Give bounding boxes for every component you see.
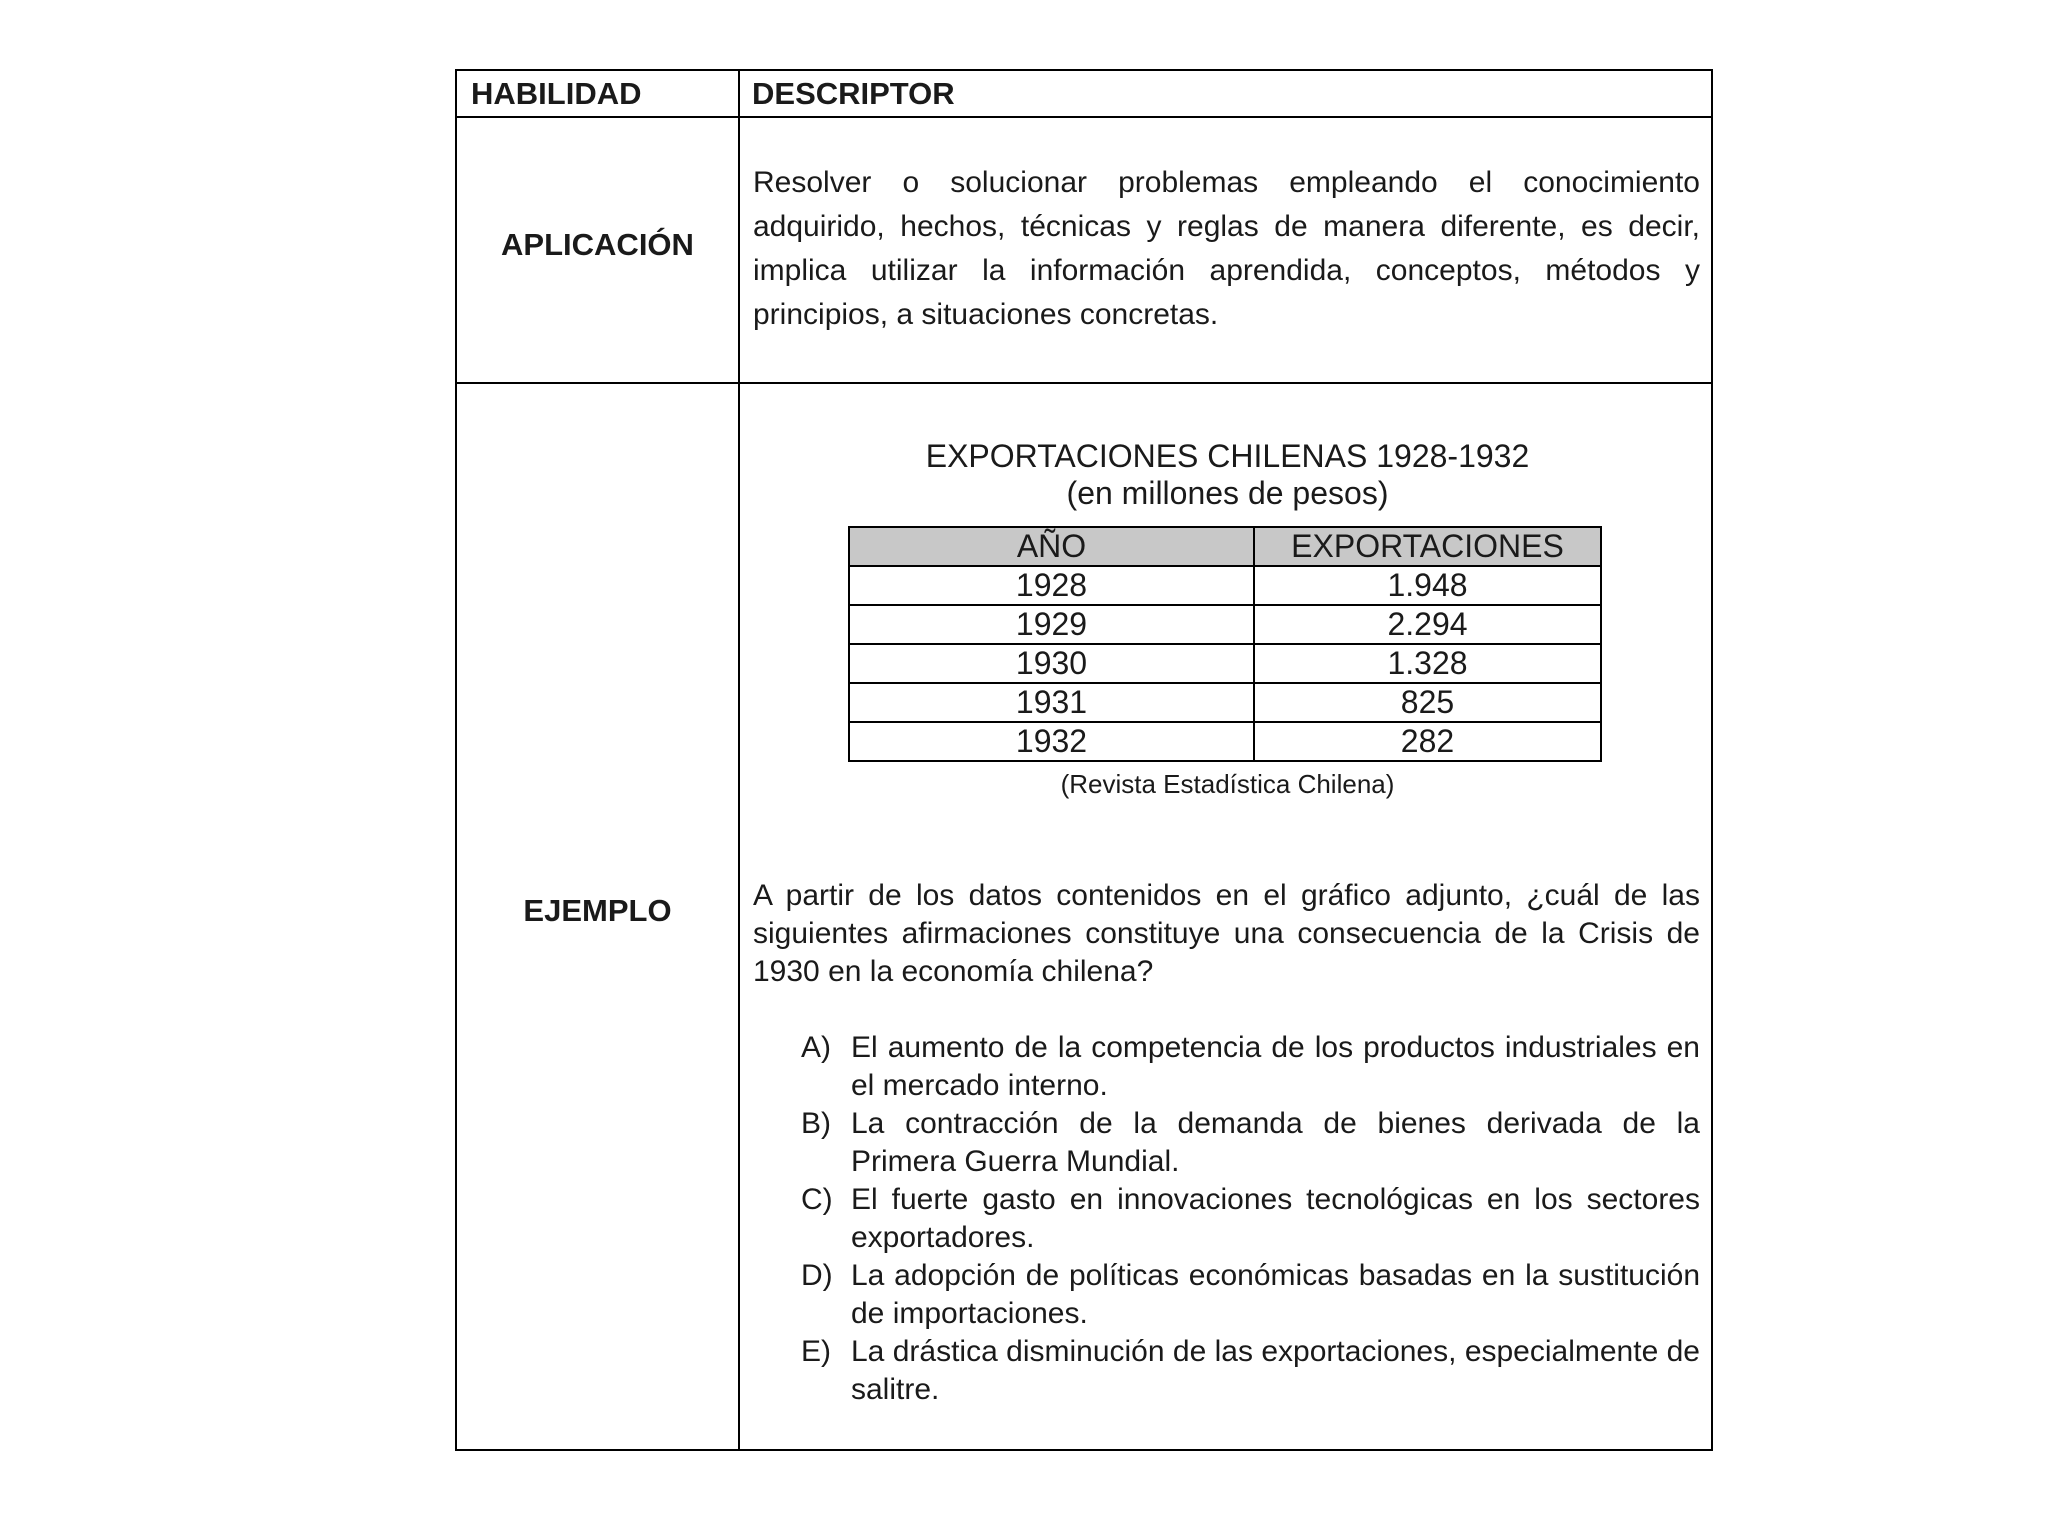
- exports-cell: 282: [1254, 722, 1601, 761]
- option-text: La adopción de políticas económicas basadas en la sustitución de importaciones.: [851, 1259, 1700, 1330]
- option-text: La drástica disminución de las exportaciones, especialmente de salitre.: [851, 1335, 1700, 1406]
- skill-label-aplicacion: APLICACIÓN: [501, 227, 694, 262]
- year-cell: 1932: [849, 722, 1254, 761]
- option-letter: C): [801, 1183, 833, 1216]
- exports-cell: 2.294: [1254, 605, 1601, 644]
- header-descriptor: DESCRIPTOR: [752, 76, 955, 111]
- answer-option-c: [801, 1181, 1700, 1257]
- skill-table: [455, 69, 1713, 1451]
- row-divider: [457, 382, 1711, 384]
- exports-cell: 1.948: [1254, 566, 1601, 605]
- column-divider: [738, 71, 740, 1449]
- answer-option-b: [801, 1105, 1700, 1181]
- option-text: El aumento de la competencia de los productos industriales en el mercado interno.: [851, 1031, 1700, 1102]
- answer-option-e: [801, 1333, 1700, 1409]
- table-row: [849, 683, 1601, 722]
- skill-label-ejemplo: EJEMPLO: [523, 893, 672, 928]
- header-divider: [457, 116, 1711, 118]
- table-source: (Revista Estadística Chilena): [1060, 769, 1395, 799]
- option-text: La contracción de la demanda de bienes derivada de la Primera Guerra Mundial.: [851, 1107, 1700, 1178]
- exports-table-subtitle: (en millones de pesos): [1066, 475, 1389, 511]
- table-row: [849, 605, 1601, 644]
- year-cell: 1930: [849, 644, 1254, 683]
- answer-options: [801, 1029, 1700, 1409]
- aplicacion-description: Resolver o solucionar problemas empleando el conocimiento adquirido, hechos, técnicas y reglas de manera diferente, es decir, implica utilizar la información aprendida, conceptos, métodos y principios, a situaciones concretas.: [753, 166, 1700, 331]
- exports-cell: 1.328: [1254, 644, 1601, 683]
- year-cell: 1928: [849, 566, 1254, 605]
- column-header-exports: EXPORTACIONES: [1254, 527, 1601, 566]
- table-row: [849, 722, 1601, 761]
- option-text: El fuerte gasto en innovaciones tecnológicas en los sectores exportadores.: [851, 1183, 1700, 1254]
- question-text: A partir de los datos contenidos en el gráfico adjunto, ¿cuál de las siguientes afirmaciones constituye una consecuencia de la Crisis de 1930 en la economía chilena?: [753, 879, 1700, 988]
- exports-table: [848, 526, 1602, 762]
- table-row: [849, 566, 1601, 605]
- answer-option-d: [801, 1257, 1700, 1333]
- answer-option-a: [801, 1029, 1700, 1105]
- exports-cell: 825: [1254, 683, 1601, 722]
- year-cell: 1929: [849, 605, 1254, 644]
- option-letter: A): [801, 1031, 831, 1064]
- option-letter: E): [801, 1335, 831, 1368]
- table-row: [849, 644, 1601, 683]
- year-cell: 1931: [849, 683, 1254, 722]
- exports-table-title: EXPORTACIONES CHILENAS 1928-1932: [925, 438, 1530, 474]
- option-letter: B): [801, 1107, 831, 1140]
- exports-table-header-row: [849, 527, 1601, 566]
- option-letter: D): [801, 1259, 833, 1292]
- column-header-year: AÑO: [849, 527, 1254, 566]
- header-habilidad: HABILIDAD: [471, 76, 642, 111]
